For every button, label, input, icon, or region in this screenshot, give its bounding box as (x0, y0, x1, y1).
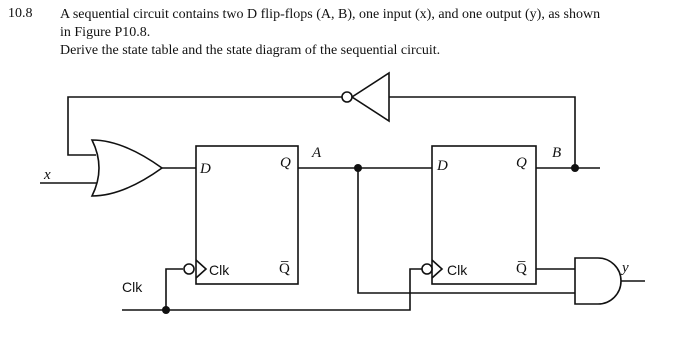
problem-line-3: Derive the state table and the state diagram of the sequential circuit. (60, 43, 441, 58)
inverter-gate (352, 73, 389, 121)
and-gate (575, 258, 621, 304)
junction-qb (571, 164, 579, 172)
clock-input-label: Clk (122, 279, 143, 295)
junction-clk (162, 306, 170, 314)
or-gate (92, 140, 162, 196)
input-x-label: x (44, 167, 51, 183)
clock-bubble-a (184, 264, 194, 274)
clock-bubble-b (422, 264, 432, 274)
ff-b-qbar-label: Q̅ (516, 261, 527, 277)
junction-qa (354, 164, 362, 172)
ff-a-name-label: A (312, 145, 322, 161)
problem-number: 10.8 (8, 6, 33, 21)
problem-line-1: A sequential circuit contains two D flip-flops (A, B), one input (x), and one output (y), as shown (60, 7, 601, 22)
output-y-label: y (622, 260, 629, 276)
ff-a-qbar-label: Q̅ (279, 261, 290, 277)
ff-b-q-label: Q (516, 155, 527, 171)
inverter-bubble (342, 92, 352, 102)
ff-a-d-label: D (200, 161, 211, 177)
ff-a-q-label: Q (280, 155, 291, 171)
problem-line-2: in Figure P10.8. (60, 25, 151, 40)
ff-b-clk-label: Clk (447, 262, 468, 278)
ff-a-clk-label: Clk (209, 262, 230, 278)
ff-b-d-label: D (437, 158, 448, 174)
ff-b-name-label: B (552, 145, 562, 161)
